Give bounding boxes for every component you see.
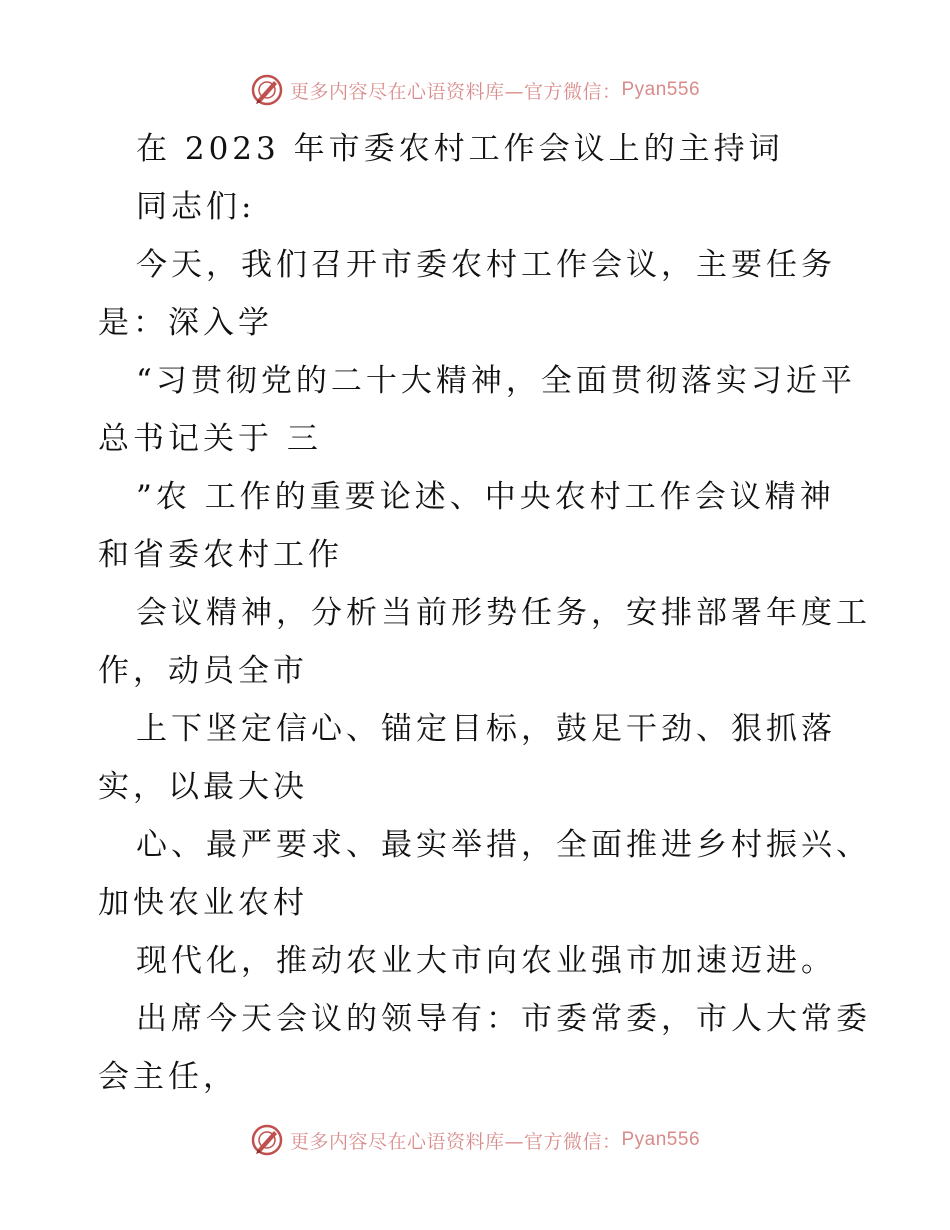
watermark-wechat-id: Pyan556 xyxy=(621,79,701,100)
paragraph-line: 今天，我们召开市委农村工作会议，主要任务 xyxy=(136,247,836,283)
document-title: 在 2023 年市委农村工作会议上的主持词 xyxy=(136,131,784,167)
watermark-text: 更多内容尽在心语资料库—官方微信： xyxy=(289,80,622,103)
paragraph-line: 会主任， xyxy=(98,1059,238,1095)
paragraph-line: “习贯彻党的二十大精神，全面贯彻落实习近平 xyxy=(136,363,856,399)
paragraph-line: 现代化，推动农业大市向农业强市加速迈进。 xyxy=(136,943,836,979)
pen-circle-logo-icon xyxy=(250,1123,284,1157)
paragraph-line: 上下坚定信心、锚定目标，鼓足干劲、狠抓落 xyxy=(136,711,836,747)
document-body xyxy=(98,120,878,1106)
watermark-wechat-id: Pyan556 xyxy=(621,1129,701,1150)
paragraph-line: ”农 工作的重要论述、中央农村工作会议精神 xyxy=(136,479,835,515)
watermark-text: 更多内容尽在心语资料库—官方微信： xyxy=(289,1130,622,1153)
paragraph-line: 会议精神，分析当前形势任务，安排部署年度工 xyxy=(136,595,871,631)
paragraph-line: 是：深入学 xyxy=(98,305,273,341)
header-watermark xyxy=(0,70,950,110)
paragraph-line: 实，以最大决 xyxy=(98,769,308,805)
salutation: 同志们: xyxy=(136,189,256,225)
paragraph-line: 作，动员全市 xyxy=(98,653,308,689)
pen-circle-logo-icon xyxy=(250,73,284,107)
paragraph-line: 总书记关于 三 xyxy=(98,421,322,457)
paragraph-line: 出席今天会议的领导有：市委常委，市人大常委 xyxy=(136,1001,871,1037)
paragraph-line: 加快农业农村 xyxy=(98,885,308,921)
paragraph-line: 和省委农村工作 xyxy=(98,537,343,573)
paragraph-line: 心、最严要求、最实举措，全面推进乡村振兴、 xyxy=(136,827,871,863)
footer-watermark xyxy=(0,1120,950,1160)
